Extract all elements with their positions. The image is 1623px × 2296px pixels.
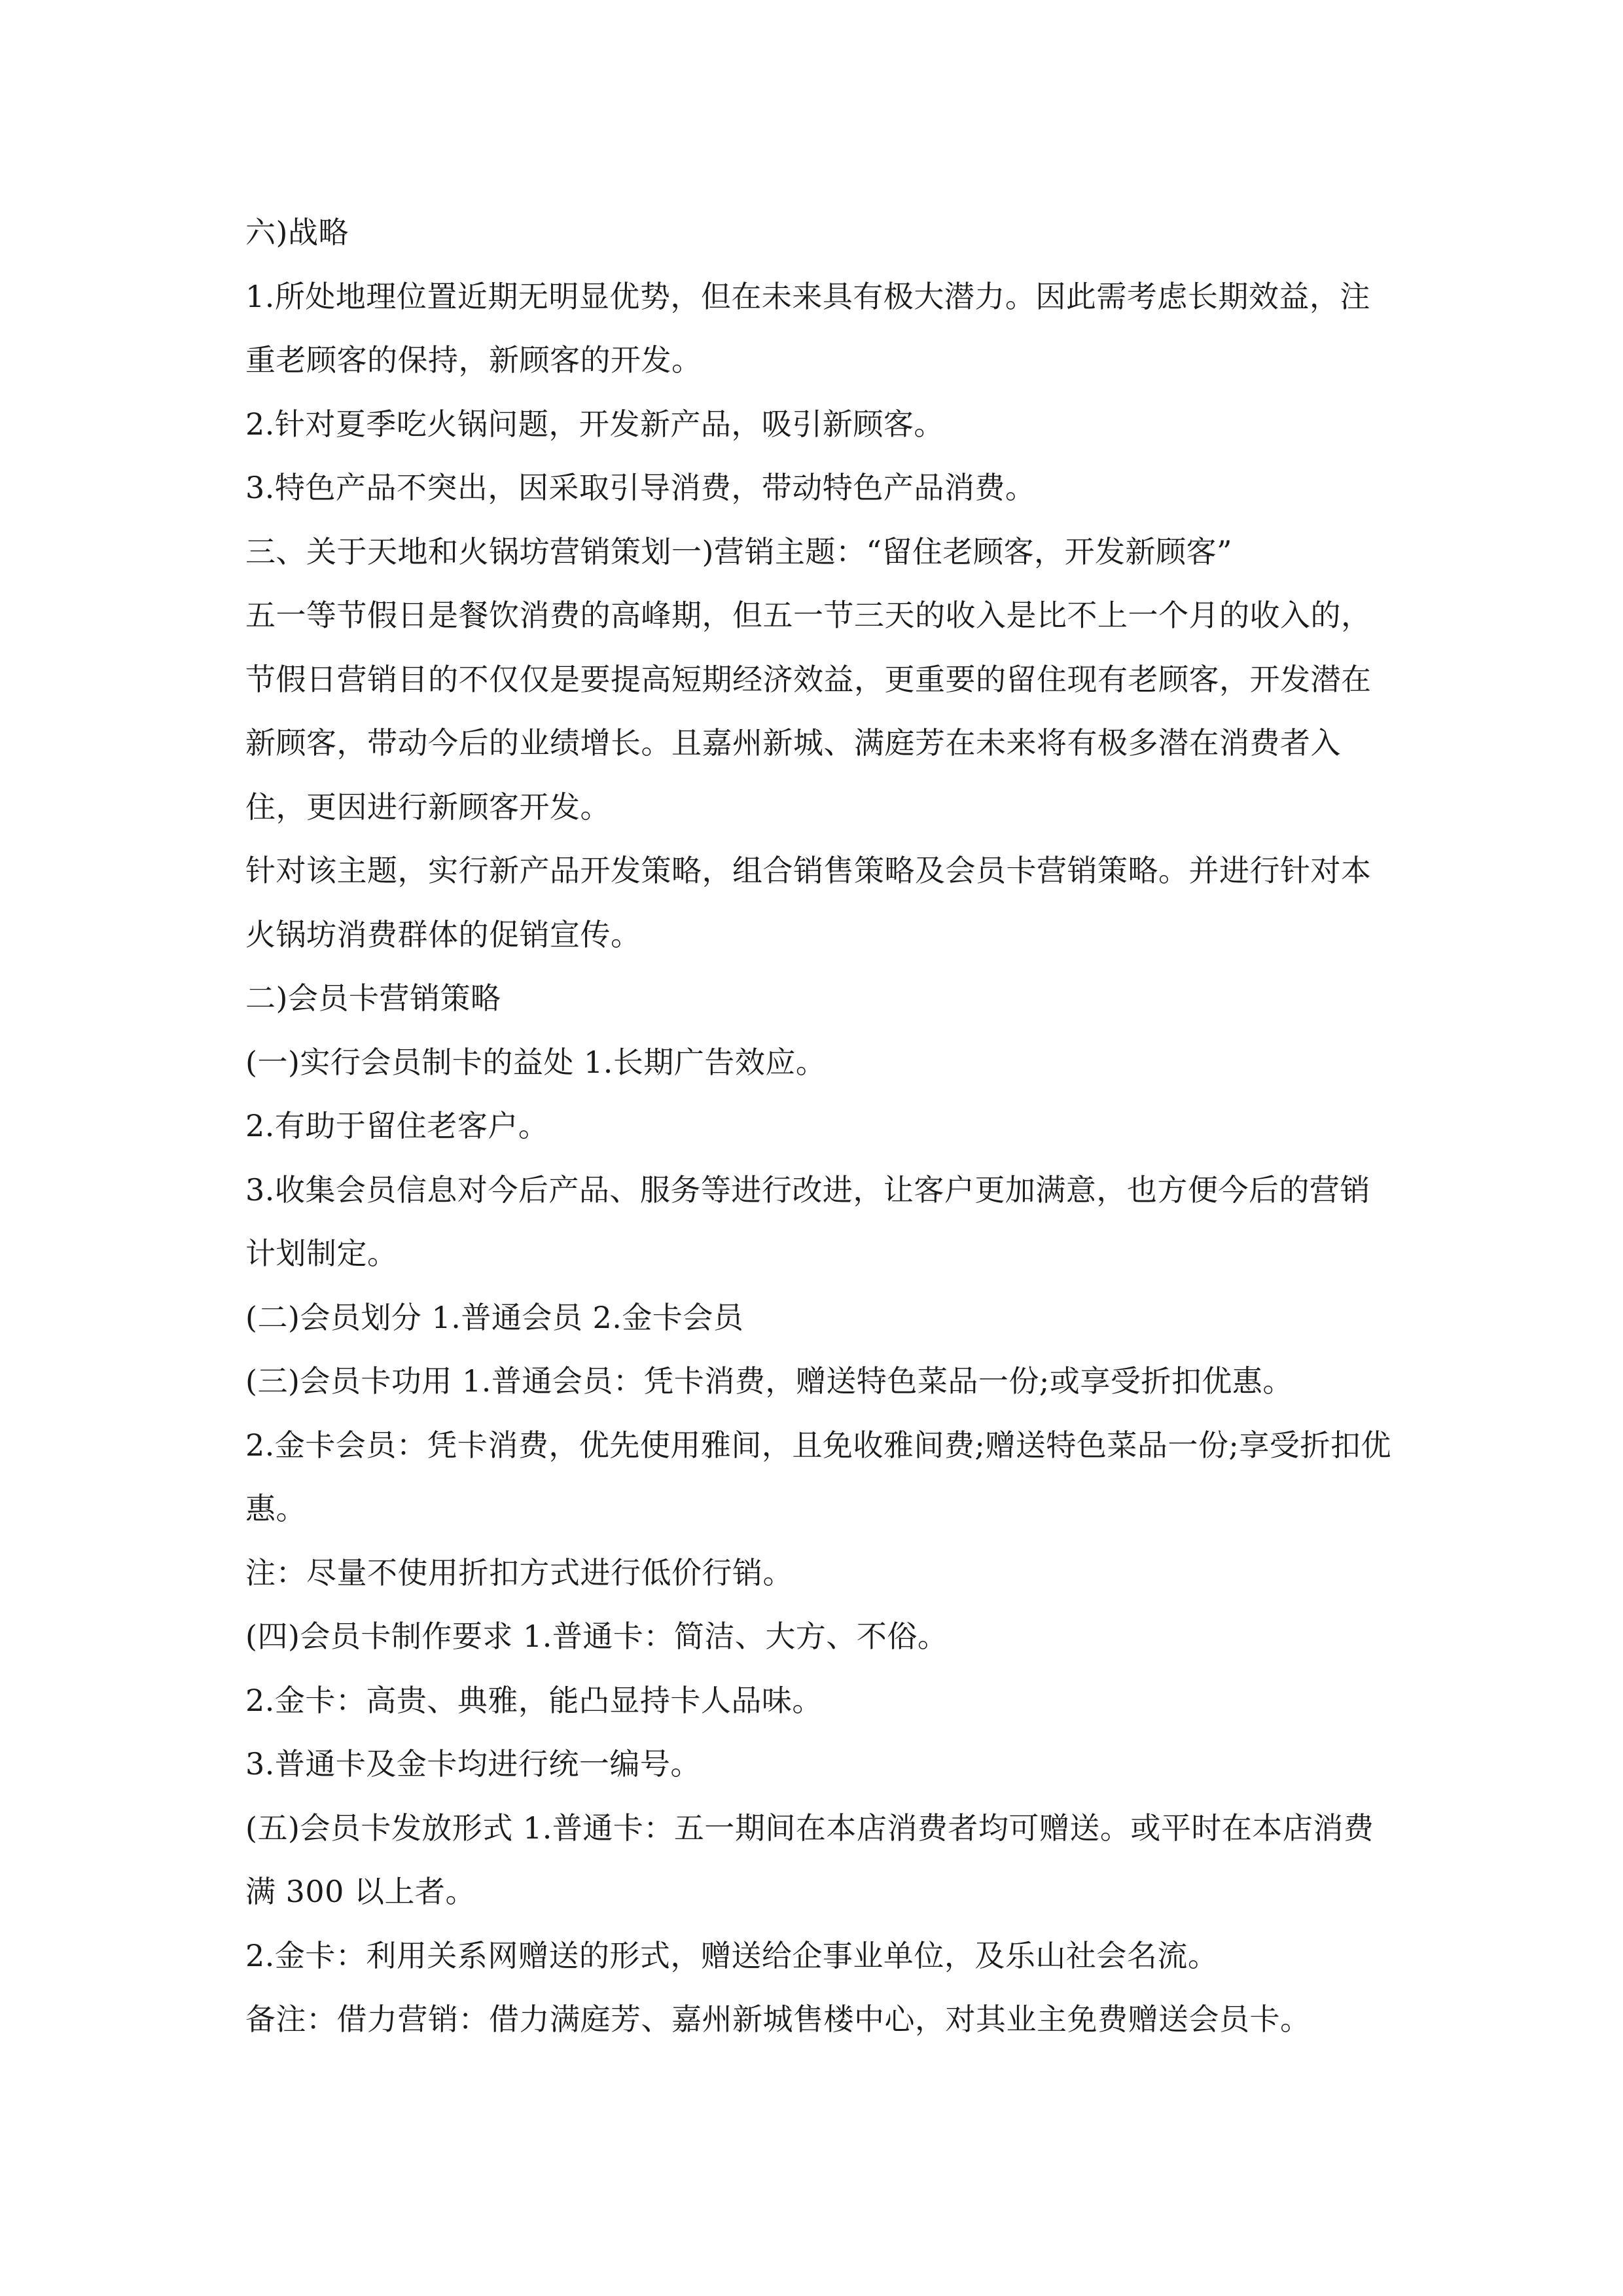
paragraph: 五一等节假日是餐饮消费的高峰期，但五一节三天的收入是比不上一个月的收入的，节假日营销目的不仅仅是要提高短期经济效益，更重要的留住现有老顾客，开发潜在新顾客，带动今后的业绩增长。且嘉州新城、满庭芳在未来将有极多潜在消费者入住，更因进行新顾客开发。 (245, 598, 1372, 825)
paragraph: 2.金卡会员：凭卡消费，优先使用雅间，且免收雅间费;赠送特色菜品一份;享受折扣优惠。 (245, 1427, 1391, 1526)
paragraph: 针对该主题，实行新产品开发策略，组合销售策略及会员卡营销策略。并进行针对本火锅坊消费群体的促销宣传。 (245, 853, 1372, 952)
remark: 备注：借力营销：借力满庭芳、嘉州新城售楼中心，对其业主免费赠送会员卡。 (245, 2001, 1311, 2037)
paragraph: 2.金卡：利用关系网赠送的形式，赠送给企事业单位，及乐山社会名流。 (245, 1937, 1219, 1973)
document-body (245, 201, 1397, 2052)
paragraph: 2.针对夏季吃火锅问题，开发新产品，吸引新顾客。 (245, 406, 944, 442)
paragraph: (五)会员卡发放形式 1.普通卡：五一期间在本店消费者均可赠送。或平时在本店消费满 300 以上者。 (245, 1810, 1374, 1909)
paragraph: 3.收集会员信息对今后产品、服务等进行改进，让客户更加满意，也方便今后的营销计划制定。 (245, 1172, 1370, 1271)
paragraph: 3.普通卡及金卡均进行统一编号。 (245, 1746, 701, 1782)
paragraph: (一)实行会员制卡的益处 1.长期广告效应。 (245, 1044, 827, 1080)
paragraph: (二)会员划分 1.普通会员 2.金卡会员 (245, 1299, 744, 1335)
section-heading-member-card: 二)会员卡营销策略 (245, 980, 501, 1016)
paragraph: 2.有助于留住老客户。 (245, 1108, 549, 1143)
paragraph: (四)会员卡制作要求 1.普通卡：简洁、大方、不俗。 (245, 1619, 948, 1654)
paragraph: 3.特色产品不突出，因采取引导消费，带动特色产品消费。 (245, 470, 1036, 505)
paragraph: 1.所处地理位置近期无明显优势，但在未来具有极大潜力。因此需考虑长期效益，注重老顾客的保持，新顾客的开发。 (245, 278, 1370, 378)
section-heading-strategy: 六)战略 (245, 215, 349, 250)
paragraph: 2.金卡：高贵、典雅，能凸显持卡人品味。 (245, 1682, 823, 1718)
paragraph: (三)会员卡功用 1.普通会员：凭卡消费，赠送特色菜品一份;或享受折扣优惠。 (245, 1363, 1293, 1399)
note: 注：尽量不使用折扣方式进行低价行销。 (245, 1554, 793, 1590)
section-heading-marketing-plan: 三、关于天地和火锅坊营销策划一)营销主题：“留住老顾客，开发新顾客” (245, 533, 1232, 569)
